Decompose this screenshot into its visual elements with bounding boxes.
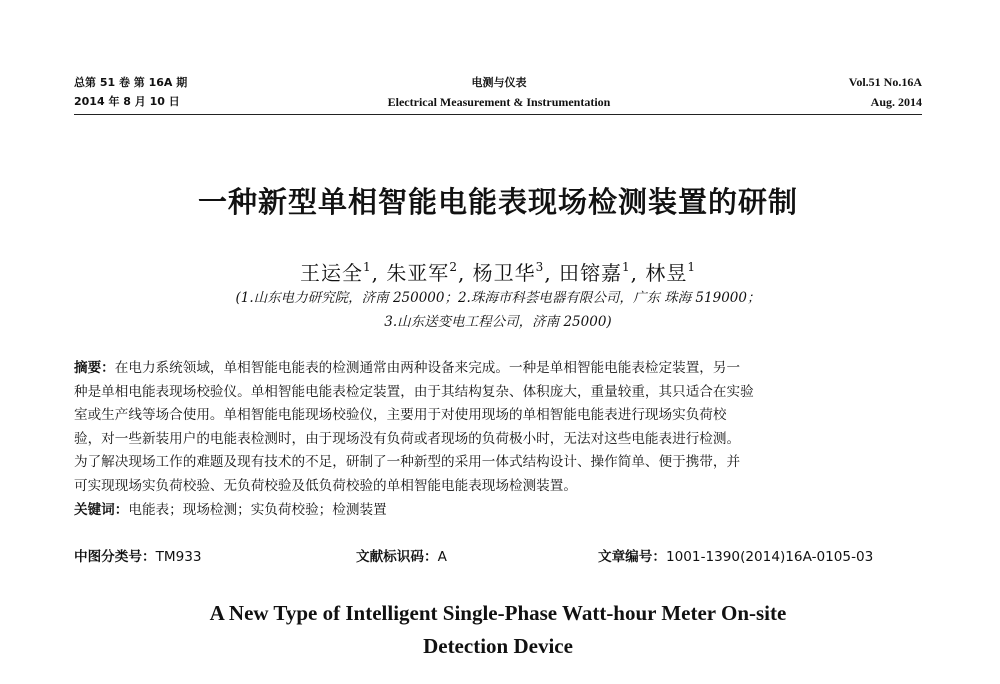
header-journal-en: Electrical Measurement & Instrumentation xyxy=(387,95,611,109)
author-name: 林昱 xyxy=(645,261,688,285)
author-affiliation-mark: 1 xyxy=(622,260,631,274)
classification-row xyxy=(74,546,922,568)
abstract-line xyxy=(74,357,922,381)
abstract-label: 摘要： xyxy=(74,360,115,376)
english-title-line-1: A New Type of Intelligent Single-Phase Watt-hour Meter On-site xyxy=(209,601,787,625)
clc-value: TM933 xyxy=(155,549,202,565)
abstract-line: 为了解决现场工作的难题及现有技术的不足，研制了一种新型的采用一体式结构设计、操作简单、便于携带，并 xyxy=(74,454,741,471)
keywords-value: 电能表；现场检测；实负荷校验；检测装置 xyxy=(128,501,387,518)
paper-title: 一种新型单相智能电能表现场检测装置的研制 xyxy=(197,185,798,219)
author-affiliation-mark: 1 xyxy=(687,260,697,274)
document-code-label: 文献标识码： xyxy=(356,549,438,565)
header-rule xyxy=(74,114,922,115)
english-title-line-2: Detection Device xyxy=(423,634,573,658)
abstract-text: 在电力系统领域，单相智能电能表的检测通常由两种设备来完成。一种是单相智能电能表检定装置，另一 xyxy=(114,360,741,376)
article-number xyxy=(598,546,873,568)
author-name: 王运全 xyxy=(299,261,363,285)
header-volume-en: Vol.51 No.16A xyxy=(848,75,922,89)
abstract-line: 种是单相电能表现场校验仪。单相智能电能表检定装置，由于其结构复杂、体积庞大，重量较重，其只适合在实验 xyxy=(74,383,754,400)
abstract-line: 可实现现场实负荷校验、无负荷校验及低负荷校验的单相智能电能表现场检测装置。 xyxy=(74,477,577,494)
affiliation-line-2: 3.山东送变电工程公司，济南 25000) xyxy=(384,314,612,330)
header-date-en: Aug. 2014 xyxy=(870,95,922,109)
author-name: 田镕嘉 xyxy=(559,261,623,285)
article-number-value: 1001-1390(2014)16A-0105-03 xyxy=(665,549,874,565)
abstract-line: 室或生产线等场合使用。单相智能电能现场校验仪，主要用于对使用现场的单相智能电能表进行现场实负荷校 xyxy=(74,407,727,424)
clc-number xyxy=(74,546,202,568)
keywords-label: 关键词： xyxy=(74,501,129,518)
abstract-block xyxy=(74,357,922,522)
author-affiliation-mark: 2 xyxy=(449,260,458,274)
header-journal-cn: 电测与仪表 xyxy=(471,76,527,89)
keywords-line xyxy=(74,499,922,523)
author-name: 杨卫华 xyxy=(472,261,536,285)
author-name: 朱亚军 xyxy=(386,261,450,285)
header-volume-issue: 总第 51 卷 第 16A 期 xyxy=(74,76,188,89)
document-code xyxy=(356,546,447,568)
document-code-value: A xyxy=(437,549,447,565)
author-affiliation-mark: 3 xyxy=(535,260,545,274)
affiliation-line-1: (1.山东电力研究院，济南 250000；2.珠海市科荟电器有限公司，广东 珠海 519000； xyxy=(235,290,761,306)
header-date: 2014 年 8 月 10 日 xyxy=(74,95,180,108)
author-list: 王运全$^1$, 朱亚军$^2$, 杨卫华$^3$, 田镕嘉$^1$, 林昱$^1$ xyxy=(299,260,697,285)
author-affiliation-mark: 1 xyxy=(362,260,372,274)
clc-label: 中图分类号： xyxy=(74,549,156,565)
abstract-line: 验，对一些新装用户的电能表检测时，由于现场没有负荷或者现场的负荷极小时，无法对这些电能表进行检测。 xyxy=(74,430,741,447)
article-number-label: 文章编号： xyxy=(598,549,666,565)
